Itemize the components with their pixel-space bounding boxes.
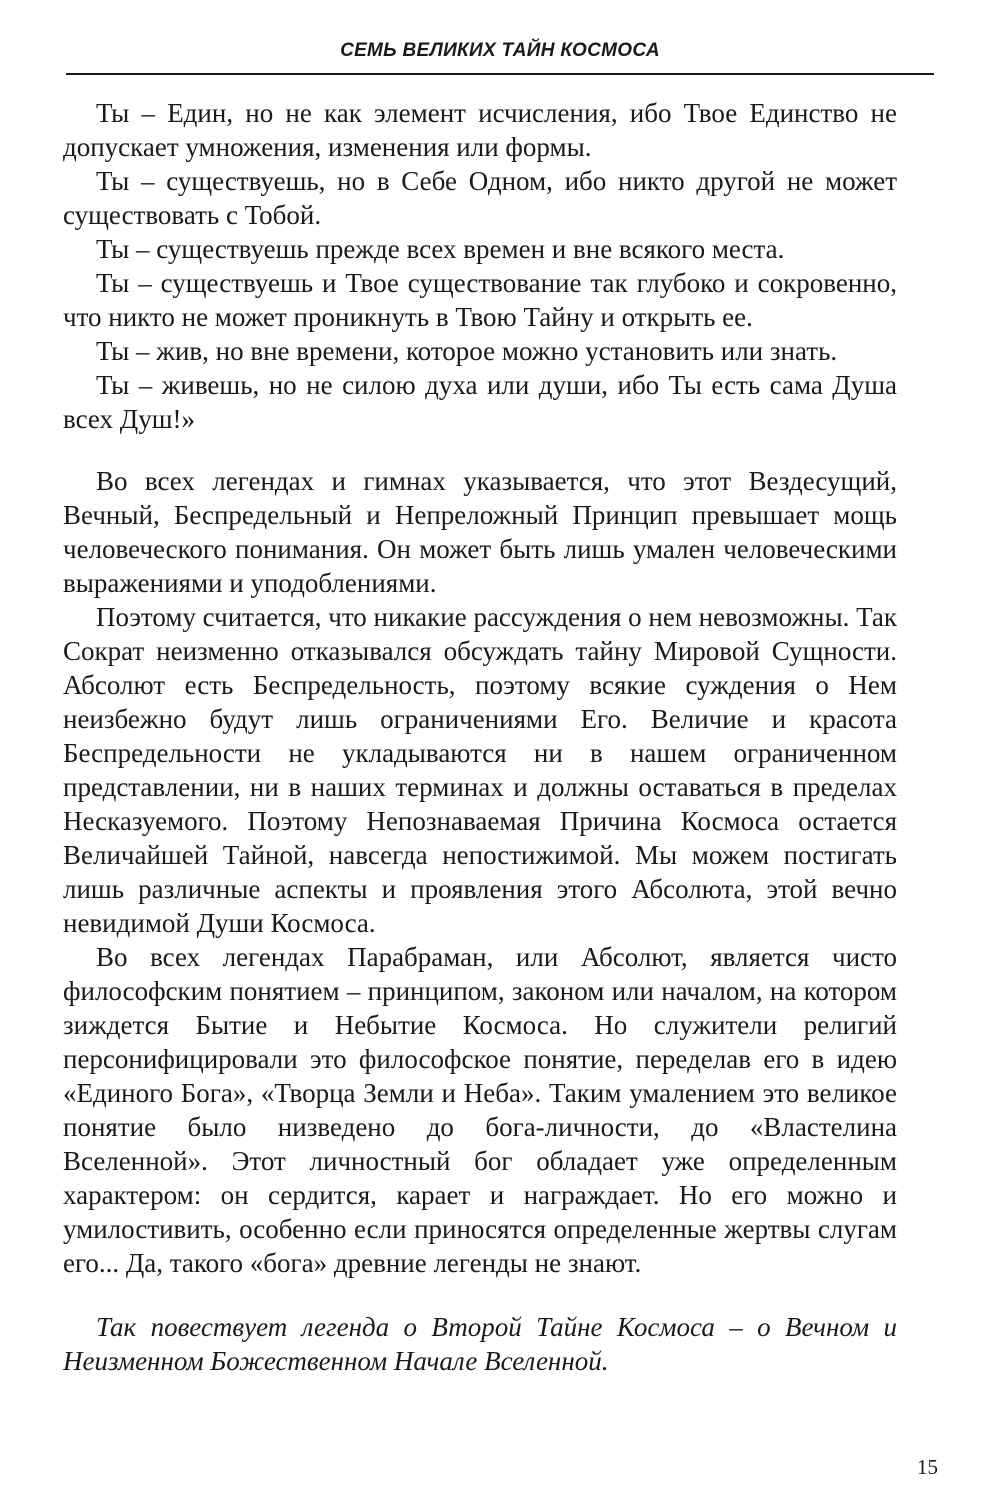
closing-italic-paragraph: Так повествует легенда о Второй Тайне Космоса – о Вечном и Неизменном Божественном Начале Вселенной. — [63, 1312, 897, 1376]
body-text — [63, 96, 897, 1378]
paragraph: Ты – существуешь и Твое существование так глубоко и сокровенно, что никто не может проникнуть в Твою Тайну и открыть ее. — [63, 268, 897, 332]
paragraph: Во всех легендах Парабраман, или Абсолют, является чисто философским понятием – принципом, законом или началом, на котором зиждется Бытие и Небытие Космоса. Но служители религий персонифицировали это философское понятие, переделав его в идею «Единого Бога», «Творца Земли и Неба». Таким умалением это великое понятие было низведено до бога-личности, до «Властелина Вселенной». Этот личностный бог обладает уже определенным характером: он сердится, карает и награждает. Но его можно и умилостивить, особенно если приносятся определенные жертвы слугам его... Да, такого «бога» древние легенды не знают. — [63, 942, 897, 1278]
paragraph: Ты – живешь, но не силою духа или души, ибо Ты есть сама Душа всех Душ!» — [63, 370, 897, 434]
paragraph: Во всех легендах и гимнах указывается, что этот Вездесущий, Вечный, Беспредельный и Непреложный Принцип превышает мощь человеческого понимания. Он может быть лишь умален человеческими выражениями и уподоблениями. — [63, 466, 897, 598]
page-number: 15 — [917, 1455, 938, 1479]
header-rule — [66, 73, 934, 75]
paragraph: Поэтому считается, что никакие рассуждения о нем невозможны. Так Сократ неизменно отказывался обсуждать тайну Мировой Сущности. Абсолют есть Беспредельность, поэтому всякие суждения о Нем неизбежно будут лишь ограничениями Его. Величие и красота Беспредельности не укладываются ни в нашем ограниченном представлении, ни в наших терминах и должны оставаться в пределах Несказуемого. Поэтому Непознаваемая Причина Космоса остается Величайшей Тайной, навсегда непостижимой. Мы можем постигать лишь различные аспекты и проявления этого Абсолюта, этой вечно невидимой Души Космоса. — [63, 602, 898, 938]
paragraph: Ты – существуешь прежде всех времен и вне всякого места. — [96, 234, 785, 264]
paragraph: Ты – Един, но не как элемент исчисления, ибо Твое Единство не допускает умножения, изменения или формы. — [63, 98, 897, 162]
paragraph: Ты – существуешь, но в Себе Одном, ибо никто другой не может существовать с Тобой. — [63, 166, 897, 230]
running-header: СЕМЬ ВЕЛИКИХ ТАЙН КОСМОСА — [340, 40, 660, 61]
paragraph: Ты – жив, но вне времени, которое можно установить или знать. — [96, 336, 838, 366]
